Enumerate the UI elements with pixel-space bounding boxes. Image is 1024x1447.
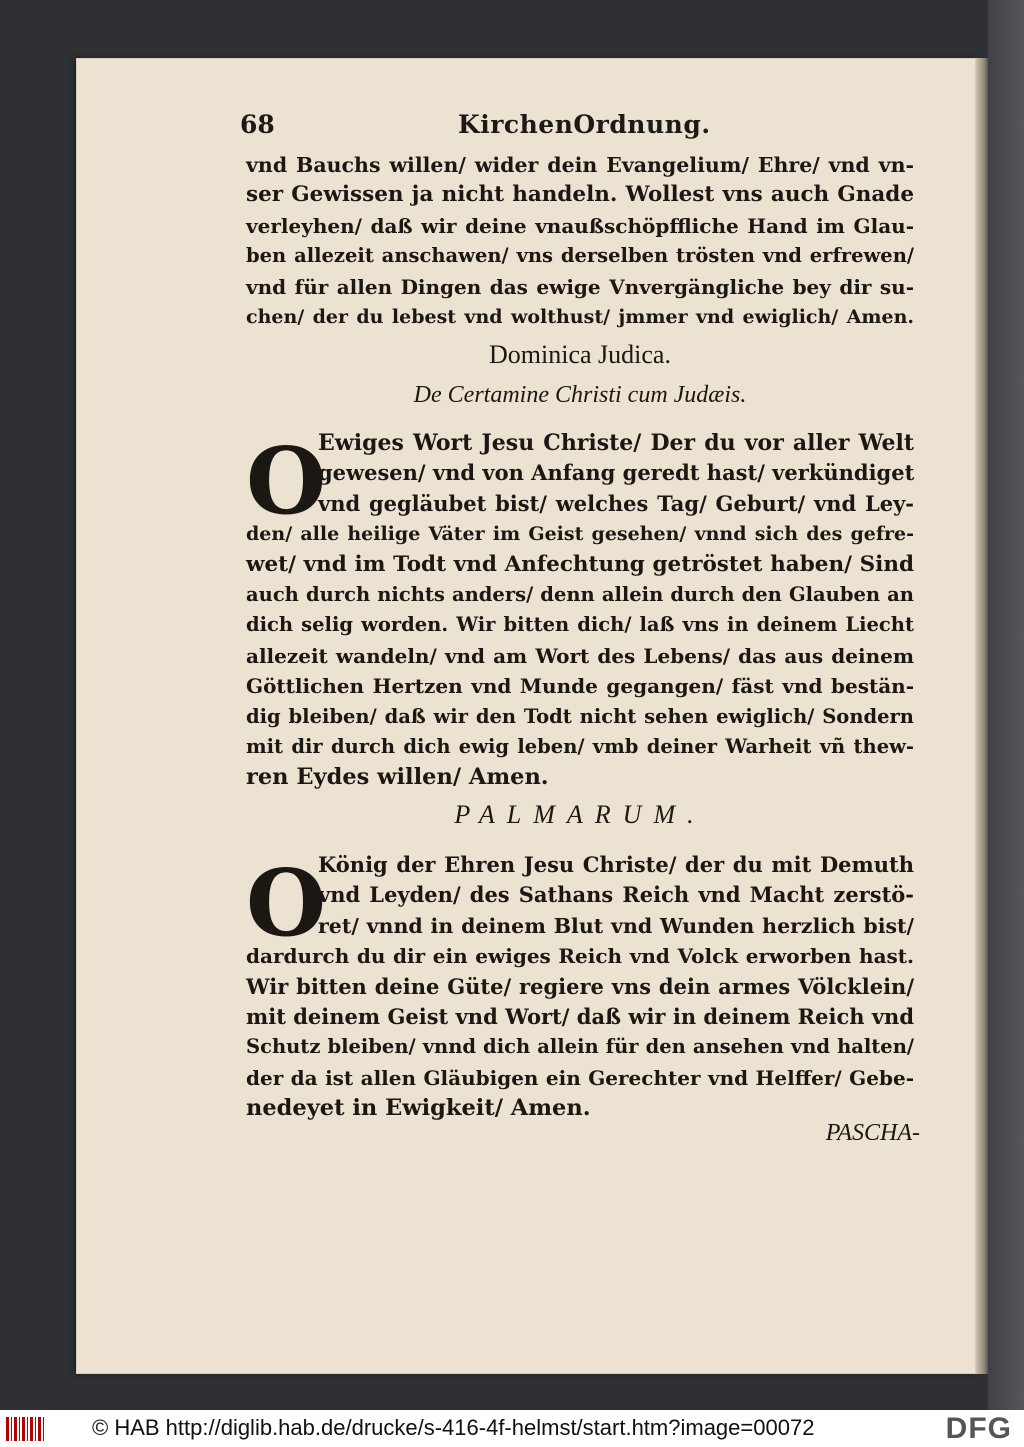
- text-line: ren Eydes willen/ Amen.: [246, 764, 549, 791]
- text-line: vnd für allen Dingen das ewige Vnvergängliche bey dir su-: [246, 274, 914, 299]
- text-line: vnd gegläubet bist/ welches Tag/ Geburt/ vnd Ley-: [318, 490, 914, 516]
- text-line: ben allezeit anschawen/ vns derselben trösten vnd erfrewen/: [246, 244, 914, 268]
- running-title: KirchenOrdnung.: [458, 110, 711, 139]
- text-line: König der Ehren Jesu Christe/ der du mit Demuth: [318, 852, 914, 877]
- section-2-text: [246, 428, 914, 793]
- section-3-text: [246, 850, 914, 1124]
- text-line: mit dir durch dich ewig leben/ vmb deiner Warheit vñ thew-: [246, 734, 914, 758]
- text-line: Schutz bleiben/ vnnd dich allein für den ansehen vnd halten/: [246, 1035, 914, 1059]
- barcode-icon: [6, 1417, 46, 1441]
- text-line: Wir bitten deine Güte/ regiere vns dein armes Völcklein/: [246, 973, 914, 999]
- text-line: Ewiges Wort Jesu Christe/ Der du vor aller Welt: [318, 430, 914, 456]
- text-line: Göttlichen Hertzen vnd Munde gegangen/ fäst vnd bestän-: [246, 674, 914, 699]
- text-line: nedeyet in Ewigkeit/ Amen.: [246, 1095, 591, 1122]
- text-line: den/ alle heilige Väter im Geist gesehen/ vnnd sich des gefre-: [246, 523, 914, 546]
- footer-bar: [0, 1410, 1024, 1447]
- text-line: gewesen/ vnd von Anfang geredt hast/ verkündiget: [318, 460, 915, 486]
- running-header: [240, 106, 710, 146]
- decorated-initial: O: [246, 427, 327, 535]
- catchword: PASCHA-: [825, 1120, 920, 1146]
- text-line: dardurch du dir ein ewiges Reich vnd Volck erworben hast.: [246, 944, 914, 969]
- page-edge: [976, 58, 988, 1374]
- text-line: vnd Leyden/ des Sathans Reich vnd Macht zerstö-: [318, 882, 914, 908]
- decorated-initial: O: [246, 849, 327, 957]
- text-line: ser Gewissen ja nicht handeln. Wollest vns auch Gnade: [246, 182, 914, 208]
- scan-background-right: [988, 0, 1024, 1410]
- text-line: dig bleiben/ daß wir den Todt nicht sehen ewiglich/ Sondern: [246, 704, 914, 728]
- dfg-logo: DFG: [945, 1412, 1012, 1445]
- text-line: der da ist allen Gläubigen ein Gerechter vnd Helffer/ Gebe-: [246, 1065, 914, 1090]
- text-line: auch durch nichts anders/ denn allein durch den Glauben an: [246, 582, 914, 606]
- page-number: 68: [240, 110, 275, 139]
- text-line: mit deinem Geist vnd Wort/ daß wir in deinem Reich vnd: [246, 1003, 914, 1029]
- text-line: vnd Bauchs willen/ wider dein Evangelium/ Ehre/ vnd vn-: [246, 153, 914, 177]
- text-line: verleyhen/ daß wir deine vnaußschöpffliche Hand im Glau-: [246, 213, 914, 238]
- text-line: dich selig worden. Wir bitten dich/ laß vns in deinem Liecht: [246, 613, 914, 637]
- text-line: ret/ vnnd in deinem Blut vnd Wunden herzlich bist/: [318, 913, 914, 938]
- section-subheading: De Certamine Christi cum Judæis.: [413, 382, 747, 408]
- section-heading-judica: Dominica Judica.: [489, 340, 671, 369]
- credit-link[interactable]: © HAB http://diglib.hab.de/drucke/s-416-4f-helmst/start.htm?image=00072: [92, 1415, 815, 1440]
- text-line: allezeit wandeln/ vnd am Wort des Lebens/ das aus deinem: [246, 643, 914, 668]
- section-1-text: [246, 150, 914, 332]
- text-line: wet/ vnd im Todt vnd Anfechtung getröstet haben/ Sind: [246, 551, 914, 577]
- section-heading-palmarum: PALMARUM.: [454, 800, 706, 829]
- text-line: chen/ der du lebest vnd wolthust/ jmmer vnd ewiglich/ Amen.: [246, 305, 914, 328]
